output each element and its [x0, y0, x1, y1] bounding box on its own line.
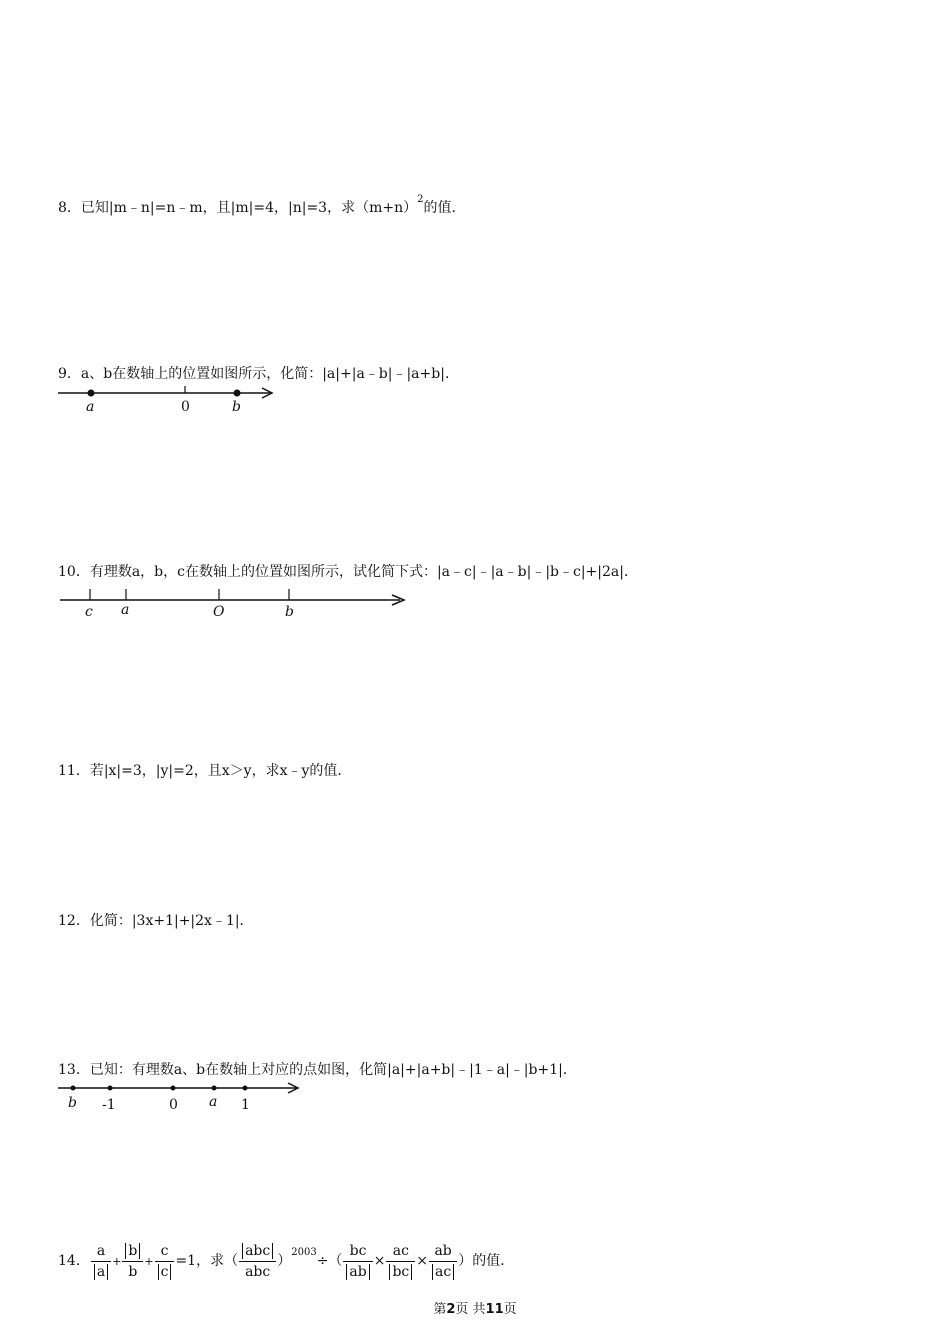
question-14-tail: ）的值．	[458, 1253, 515, 1269]
point-a	[212, 1086, 217, 1091]
plus-sign: +	[144, 1255, 154, 1268]
label-b: b	[232, 399, 241, 415]
question-9	[58, 364, 459, 384]
point-a	[88, 390, 95, 397]
point-one	[243, 1086, 248, 1091]
fraction-denominator	[91, 1261, 111, 1282]
fraction-bc-over-abs-ab	[343, 1241, 372, 1282]
footer-prefix: 第	[433, 1302, 447, 1317]
point-minus-one	[108, 1086, 113, 1091]
label-one: 1	[241, 1097, 250, 1113]
question-11-text: 11．若|x|=3，|y|=2，且x＞y，求x﹣y的值．	[58, 763, 352, 779]
label-b: b	[285, 604, 294, 620]
fraction-denominator	[155, 1261, 175, 1282]
point-zero	[171, 1086, 176, 1091]
exponent: 2003	[291, 1247, 317, 1258]
fraction-a-over-abs-a	[91, 1241, 111, 1282]
fraction-numerator: bc	[349, 1242, 367, 1259]
footer-suffix: 页	[503, 1302, 517, 1317]
fraction-denominator: abc	[239, 1261, 276, 1282]
question-14-number: 14．	[58, 1253, 90, 1269]
number-line-q10	[56, 586, 416, 622]
abs-value: bc	[389, 1264, 412, 1280]
abs-value: c	[158, 1264, 172, 1280]
total-page-count: 11	[485, 1302, 504, 1317]
fraction-numerator	[239, 1241, 276, 1261]
abs-value: abc	[242, 1243, 273, 1259]
close-paren: ）	[277, 1253, 292, 1269]
question-13	[58, 1060, 577, 1080]
number-line-q13	[56, 1078, 306, 1114]
fraction-denominator: b	[122, 1261, 143, 1282]
question-8-text: 8．已知|m﹣n|=n﹣m，且|m|=4，|n|=3，求（m+n）	[58, 200, 418, 216]
times-sign: ×	[416, 1253, 429, 1269]
fraction-abs-b-over-b	[122, 1241, 143, 1282]
label-c: c	[85, 604, 93, 620]
fraction-numerator: ab	[434, 1242, 452, 1259]
abs-value: b	[125, 1243, 140, 1259]
fraction-ab-over-abs-ac	[429, 1241, 457, 1282]
fraction-c-over-abs-c	[155, 1241, 175, 1282]
plus-sign: +	[112, 1255, 122, 1268]
divide-sign: ÷（	[316, 1253, 343, 1269]
point-b	[234, 390, 241, 397]
fraction-denominator	[386, 1261, 415, 1282]
question-9-text: 9．a、b在数轴上的位置如图所示，化简：|a|+|a﹣b|﹣|a+b|．	[58, 366, 459, 382]
fraction-numerator: ac	[392, 1242, 409, 1259]
question-10-text: 10．有理数a，b，c在数轴上的位置如图所示，试化简下式：|a﹣c|﹣|a﹣b|﹣|b﹣c|+|2a|．	[58, 564, 638, 580]
question-14	[58, 1232, 514, 1283]
fraction-ac-over-abs-bc	[386, 1241, 415, 1282]
question-13-text: 13．已知：有理数a、b在数轴上对应的点如图，化简|a|+|a+b|﹣|1﹣a|﹣|b+1|．	[58, 1062, 577, 1078]
fraction-numerator: a	[96, 1242, 106, 1259]
question-8	[58, 190, 466, 218]
times-sign: ×	[373, 1253, 386, 1269]
fraction-abs-abc-over-abc	[239, 1241, 276, 1282]
point-b	[71, 1086, 76, 1091]
number-line-q9	[56, 382, 286, 418]
question-12-text: 12．化简：|3x+1|+|2x﹣1|．	[58, 913, 254, 929]
abs-value: ac	[432, 1264, 454, 1280]
question-11	[58, 761, 351, 781]
question-10	[58, 562, 638, 582]
equals-one-text: =1，求（	[175, 1253, 239, 1269]
fraction-denominator	[343, 1261, 372, 1282]
fraction-numerator	[122, 1241, 143, 1261]
abs-value: ab	[346, 1264, 369, 1280]
label-b: b	[68, 1095, 77, 1111]
label-minus-one: -1	[102, 1097, 116, 1113]
question-12	[58, 911, 254, 931]
fraction-denominator	[429, 1261, 457, 1282]
label-a: a	[121, 602, 130, 618]
label-zero: 0	[181, 399, 190, 415]
label-zero: 0	[169, 1097, 178, 1113]
label-a: a	[86, 399, 95, 415]
current-page-number: 2	[446, 1302, 456, 1317]
question-8-tail: 的值．	[423, 200, 466, 216]
abs-value: a	[94, 1264, 108, 1280]
question-8-exponent: 2	[417, 194, 424, 205]
page-footer	[0, 1298, 950, 1317]
label-a: a	[209, 1094, 218, 1110]
fraction-numerator: c	[160, 1242, 169, 1259]
label-origin: O	[213, 604, 225, 620]
footer-middle: 页 共	[455, 1302, 486, 1317]
